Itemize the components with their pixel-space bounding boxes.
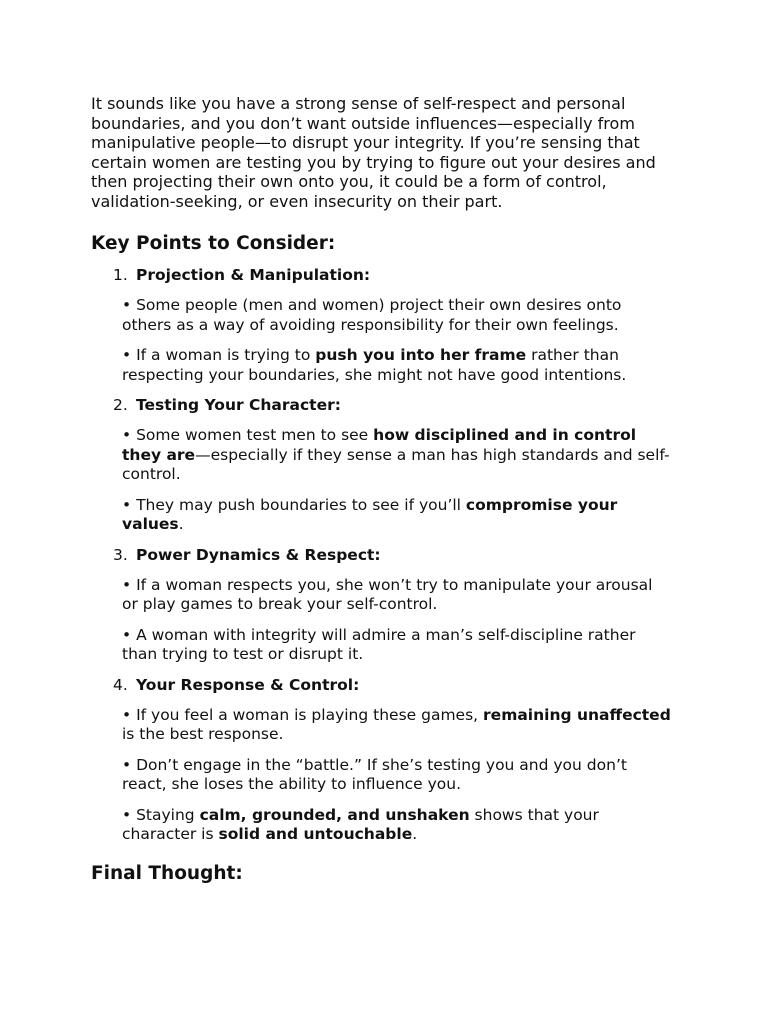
final-thought-heading: Final Thought: <box>91 862 243 884</box>
bullet-text: rather than respecting your boundaries, she might not have good intentions. <box>122 346 627 384</box>
key-point-header <box>113 395 681 415</box>
bullet-emphasis: push you into her frame <box>315 346 527 364</box>
bullet-text: • If a woman respects you, she won’t try to manipulate your arousal or play games to break your self-control. <box>122 575 653 613</box>
key-point-header <box>113 545 681 565</box>
intro-paragraph: It sounds like you have a strong sense of self-respect and personal boundaries, and you don’t want outside influences—especially from manipulative people—to disrupt your integrity. If you’re sensing that certain women are testing you by trying to figure out your desires and then projecting their own onto you, it could be a form of control, validation-seeking, or even insecurity on their part. <box>91 94 656 211</box>
bullet-text: • Don’t engage in the “battle.” If she’s testing you and you don’t react, she loses the ability to influence you. <box>122 755 627 793</box>
bullet-paragraph <box>122 346 672 385</box>
bullet-emphasis: how disciplined and in control they are <box>122 426 637 464</box>
bullet-paragraph <box>122 576 672 615</box>
key-point-4 <box>91 675 681 845</box>
bullet-text: —especially if they sense a man has high standards and self-control. <box>122 445 670 483</box>
key-point-2 <box>91 395 681 535</box>
key-points-list <box>91 265 681 845</box>
bullet-text: • If a woman is trying to <box>122 346 316 364</box>
bullet-paragraph <box>122 806 672 845</box>
key-point-header <box>113 265 681 285</box>
key-point-title: Projection & Manipulation: <box>136 266 371 284</box>
key-point-title: Testing Your Character: <box>136 396 341 414</box>
key-point-1 <box>91 265 681 385</box>
bullet-text: . <box>412 825 418 843</box>
bullet-text: shows that your character is <box>122 805 599 843</box>
key-point-number: 1. <box>113 266 128 284</box>
key-point-title: Your Response & Control: <box>136 675 360 694</box>
bullet-text: • If you feel a woman is playing these games, <box>122 705 484 724</box>
key-point-header <box>113 675 681 695</box>
bullet-paragraph <box>122 426 672 485</box>
document-page <box>91 94 681 885</box>
bullet-text: is the best response. <box>122 725 284 743</box>
bullet-text: • Some people (men and women) project their own desires onto others as a way of avoiding responsibility for their own feelings. <box>122 296 622 334</box>
bullet-emphasis: compromise your values <box>122 495 618 533</box>
key-point-number: 2. <box>113 396 128 414</box>
bullet-text: . <box>178 515 184 533</box>
bullet-emphasis: calm, grounded, and unshaken <box>199 805 470 824</box>
key-points-heading: Key Points to Consider: <box>91 233 336 254</box>
key-point-3 <box>91 545 681 665</box>
bullet-text: • They may push boundaries to see if you’ll <box>122 495 466 514</box>
key-point-number: 3. <box>113 545 128 564</box>
bullet-paragraph <box>122 706 672 745</box>
bullet-emphasis: solid and untouchable <box>218 825 413 843</box>
bullet-paragraph <box>122 496 672 535</box>
bullet-text: • Staying <box>122 805 200 824</box>
bullet-text: • Some women test men to see <box>122 426 374 444</box>
bullet-paragraph <box>122 296 672 335</box>
bullet-paragraph <box>122 756 672 795</box>
bullet-text: • A woman with integrity will admire a man’s self-discipline rather than trying to test or disrupt it. <box>122 625 636 663</box>
key-point-title: Power Dynamics & Respect: <box>136 545 381 564</box>
bullet-emphasis: remaining unaffected <box>483 705 671 724</box>
bullet-paragraph <box>122 626 672 665</box>
key-point-number: 4. <box>113 675 128 694</box>
